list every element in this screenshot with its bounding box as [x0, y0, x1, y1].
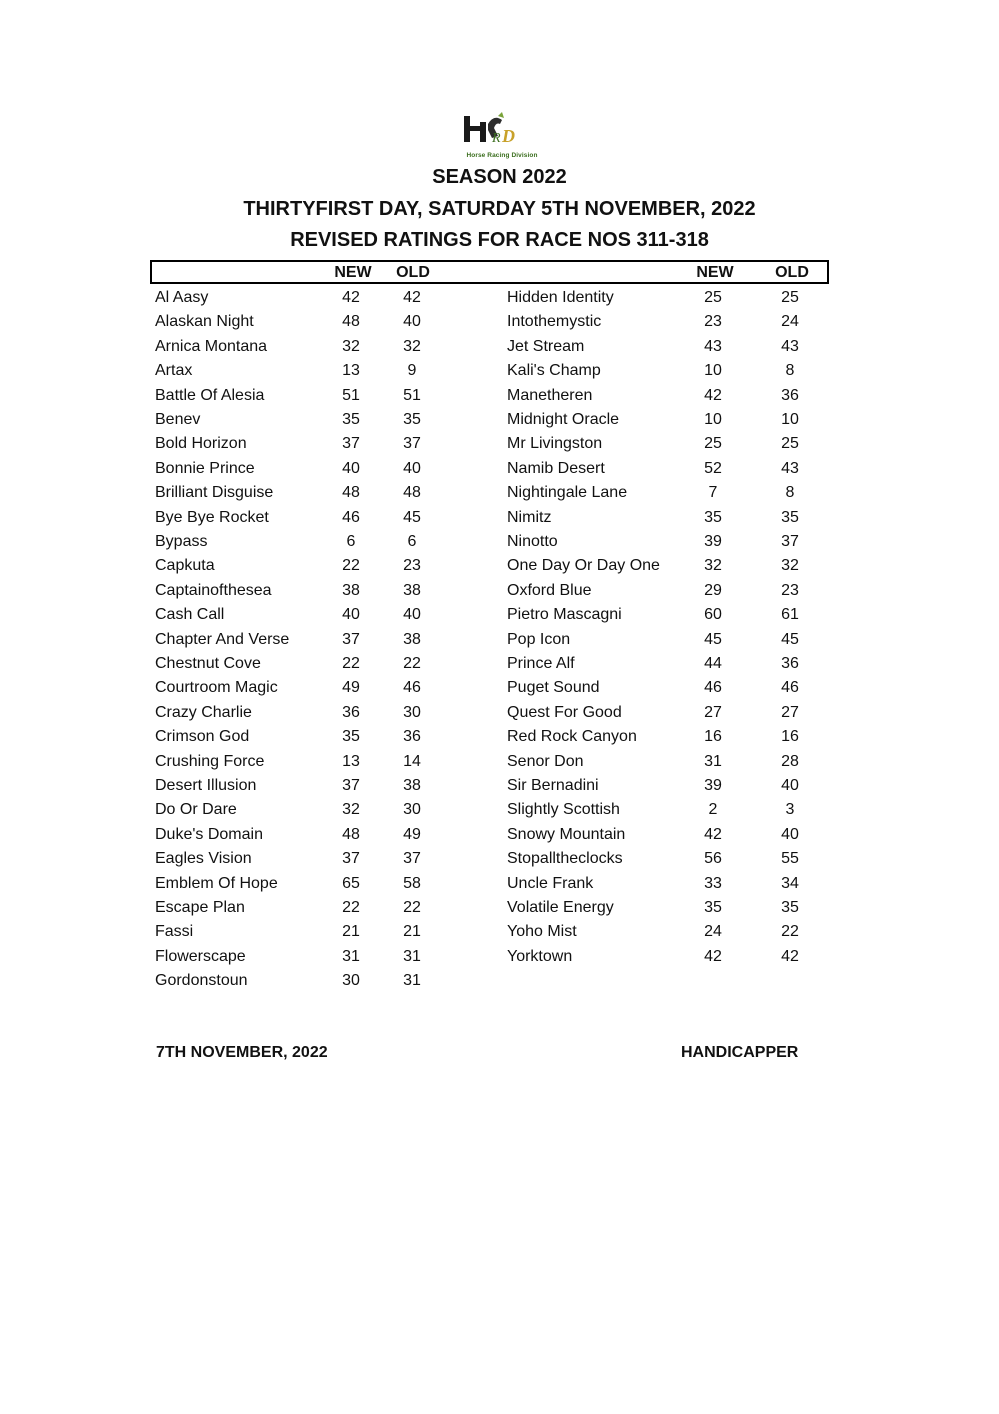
new-rating: 22 [342, 655, 360, 672]
svg-text:D: D [502, 126, 515, 146]
horse-name: Artax [155, 362, 193, 380]
horse-name: Puget Sound [507, 679, 600, 697]
rating-row [507, 920, 847, 944]
new-rating: 2 [708, 801, 718, 819]
column-header-box [150, 260, 829, 284]
rating-row [155, 506, 495, 530]
old-rating: 25 [781, 435, 799, 453]
rating-row [155, 701, 495, 725]
rating-row [507, 359, 847, 383]
horse-name: Cash Call [155, 606, 225, 624]
old-rating: 46 [781, 679, 799, 697]
rating-row [155, 432, 495, 456]
rating-row [155, 798, 495, 822]
horse-name: Desert Illusion [155, 777, 257, 794]
rating-row [155, 774, 495, 798]
new-rating: 37 [342, 630, 360, 648]
rating-row [507, 408, 847, 432]
horse-name: Crimson God [155, 728, 250, 746]
new-rating: 32 [342, 337, 360, 355]
horse-name: Uncle Frank [507, 874, 594, 892]
new-rating: 60 [704, 606, 722, 624]
old-rating: 22 [403, 899, 421, 916]
horse-name: Duke's Domain [155, 825, 263, 843]
rating-row [507, 506, 847, 530]
rating-row [507, 603, 847, 627]
day-title: THIRTYFIRST DAY, SATURDAY 5TH NOVEMBER, 2022 [243, 198, 756, 220]
rating-row [155, 286, 495, 310]
rating-row [155, 530, 495, 554]
new-rating: 48 [342, 313, 360, 331]
new-rating: 37 [342, 777, 360, 794]
new-rating: 51 [342, 386, 360, 404]
old-rating: 35 [403, 411, 421, 428]
rating-row [155, 847, 495, 871]
rating-row [507, 872, 847, 896]
rating-row [155, 457, 495, 481]
horse-name: Bold Horizon [155, 435, 247, 453]
new-rating: 40 [342, 606, 360, 624]
left-new-header: NEW [334, 264, 372, 281]
rating-row [155, 481, 495, 505]
horse-name: Prince Alf [507, 655, 575, 672]
left-old-header: OLD [396, 264, 430, 281]
footer-signature: HANDICAPPER [681, 1044, 799, 1061]
horse-name: Al Aasy [155, 289, 209, 306]
horse-name: Arnica Montana [155, 337, 268, 355]
new-rating: 48 [342, 484, 360, 502]
new-rating: 30 [342, 972, 360, 990]
old-rating: 51 [403, 386, 421, 404]
logo-caption: Horse Racing Division [466, 152, 538, 159]
horse-name: Pietro Mascagni [507, 606, 622, 624]
horse-name: Volatile Energy [507, 899, 614, 916]
rating-row [155, 750, 495, 774]
new-rating: 45 [704, 630, 722, 648]
horse-name: Stopalltheclocks [507, 850, 623, 868]
horse-name: Bypass [155, 533, 208, 550]
rating-row [155, 920, 495, 944]
rating-row [155, 335, 495, 359]
old-rating: 42 [781, 947, 799, 965]
new-rating: 6 [346, 533, 356, 550]
rating-row [507, 896, 847, 920]
old-rating: 9 [407, 362, 417, 380]
horse-logo-icon [458, 112, 546, 152]
horse-name: Alaskan Night [155, 313, 254, 331]
old-rating: 10 [781, 411, 799, 428]
old-rating: 42 [403, 289, 421, 306]
old-rating: 45 [403, 508, 421, 526]
rating-row [507, 774, 847, 798]
right-old-header: OLD [775, 264, 809, 281]
rating-row [507, 310, 847, 334]
old-rating: 40 [403, 313, 421, 331]
new-rating: 10 [704, 362, 722, 380]
rating-row [507, 628, 847, 652]
new-rating: 52 [704, 459, 722, 477]
svg-text:R: R [492, 131, 501, 146]
old-rating: 38 [403, 630, 421, 648]
old-rating: 23 [781, 581, 799, 599]
new-rating: 46 [704, 679, 722, 697]
horse-name: Namib Desert [507, 459, 605, 477]
new-rating: 56 [704, 850, 722, 868]
new-rating: 22 [342, 557, 360, 575]
rating-row [155, 725, 495, 749]
old-rating: 25 [781, 289, 799, 306]
old-rating: 21 [403, 923, 421, 941]
rating-row [155, 945, 495, 969]
new-rating: 42 [704, 947, 722, 965]
old-rating: 28 [781, 752, 799, 770]
horse-name: Chapter And Verse [155, 630, 290, 648]
old-rating: 37 [403, 435, 421, 453]
old-rating: 46 [403, 679, 421, 697]
old-rating: 31 [403, 947, 421, 965]
new-rating: 13 [342, 362, 360, 380]
old-rating: 49 [403, 825, 421, 843]
horse-name: Pop Icon [507, 630, 571, 648]
old-rating: 48 [403, 484, 421, 502]
old-rating: 27 [781, 703, 799, 721]
horse-name: Crushing Force [155, 752, 265, 770]
rating-row [155, 384, 495, 408]
rating-row [155, 628, 495, 652]
new-rating: 25 [704, 435, 722, 453]
new-rating: 39 [704, 533, 722, 550]
new-rating: 35 [342, 411, 360, 428]
old-rating: 16 [781, 728, 799, 746]
new-rating: 10 [704, 411, 722, 428]
old-rating: 34 [781, 874, 799, 892]
horse-name: Nightingale Lane [507, 484, 628, 502]
rating-row [507, 286, 847, 310]
horse-name: Nimitz [507, 508, 552, 526]
old-rating: 37 [781, 533, 799, 550]
old-rating: 37 [403, 850, 421, 868]
old-rating: 23 [403, 557, 421, 575]
old-rating: 43 [781, 337, 799, 355]
rating-row [507, 701, 847, 725]
horse-name: Manetheren [507, 386, 593, 404]
horse-name: Capkuta [155, 557, 215, 575]
right-new-header: NEW [696, 264, 734, 281]
old-rating: 36 [781, 655, 799, 672]
horse-name: Kali's Champ [507, 362, 601, 380]
new-rating: 42 [704, 825, 722, 843]
old-rating: 8 [785, 362, 795, 380]
old-rating: 24 [781, 313, 799, 331]
season-title: SEASON 2022 [432, 166, 567, 188]
rating-row [155, 408, 495, 432]
horse-name: Flowerscape [155, 947, 246, 965]
new-rating: 35 [704, 899, 722, 916]
horse-name: Oxford Blue [507, 581, 592, 599]
rating-row [507, 554, 847, 578]
rating-row [507, 432, 847, 456]
horse-name: Yoho Mist [507, 923, 577, 941]
new-rating: 32 [704, 557, 722, 575]
old-rating: 32 [403, 337, 421, 355]
new-rating: 31 [342, 947, 360, 965]
new-rating: 39 [704, 777, 722, 794]
new-rating: 21 [342, 923, 360, 941]
new-rating: 27 [704, 703, 722, 721]
horse-name: Crazy Charlie [155, 703, 252, 721]
horse-name: Senor Don [507, 752, 584, 770]
rating-row [155, 676, 495, 700]
horse-name: Midnight Oracle [507, 411, 620, 428]
rating-row [507, 750, 847, 774]
new-rating: 42 [342, 289, 360, 306]
old-rating: 43 [781, 459, 799, 477]
old-rating: 45 [781, 630, 799, 648]
horse-name: Benev [155, 411, 201, 428]
new-rating: 35 [704, 508, 722, 526]
new-rating: 38 [342, 581, 360, 599]
old-rating: 40 [781, 777, 799, 794]
rating-row [155, 603, 495, 627]
horse-name: Bonnie Prince [155, 459, 255, 477]
horse-name: Hidden Identity [507, 289, 614, 306]
footer-date: 7TH NOVEMBER, 2022 [156, 1044, 328, 1061]
new-rating: 33 [704, 874, 722, 892]
rating-row [507, 579, 847, 603]
horse-name: Fassi [155, 923, 194, 941]
rating-row [507, 676, 847, 700]
rating-row [155, 579, 495, 603]
horse-name: Bye Bye Rocket [155, 508, 269, 526]
new-rating: 65 [342, 874, 360, 892]
rating-row [507, 530, 847, 554]
rating-row [155, 359, 495, 383]
new-rating: 24 [704, 923, 722, 941]
old-rating: 6 [407, 533, 417, 550]
new-rating: 25 [704, 289, 722, 306]
horse-name: Red Rock Canyon [507, 728, 637, 746]
old-rating: 40 [781, 825, 799, 843]
old-rating: 32 [781, 557, 799, 575]
horse-name: Brilliant Disguise [155, 484, 274, 502]
rating-row [155, 554, 495, 578]
rating-row [155, 310, 495, 334]
new-rating: 7 [708, 484, 718, 502]
horse-name: Quest For Good [507, 703, 622, 721]
rating-row [507, 457, 847, 481]
new-rating: 42 [704, 386, 722, 404]
new-rating: 44 [704, 655, 722, 672]
old-rating: 35 [781, 899, 799, 916]
horse-name: Gordonstoun [155, 972, 248, 990]
rating-row [507, 847, 847, 871]
old-rating: 55 [781, 850, 799, 868]
old-rating: 36 [403, 728, 421, 746]
rating-row [507, 481, 847, 505]
old-rating: 35 [781, 508, 799, 526]
new-rating: 29 [704, 581, 722, 599]
new-rating: 48 [342, 825, 360, 843]
horse-name: Emblem Of Hope [155, 874, 278, 892]
horse-name: Escape Plan [155, 899, 245, 916]
rating-row [507, 798, 847, 822]
new-rating: 37 [342, 435, 360, 453]
new-rating: 35 [342, 728, 360, 746]
old-rating: 40 [403, 606, 421, 624]
old-rating: 22 [781, 923, 799, 941]
horse-name: Jet Stream [507, 337, 585, 355]
new-rating: 13 [342, 752, 360, 770]
horse-name: Do Or Dare [155, 801, 237, 819]
new-rating: 23 [704, 313, 722, 331]
old-rating: 22 [403, 655, 421, 672]
old-rating: 3 [785, 801, 795, 819]
rating-row [507, 725, 847, 749]
new-rating: 32 [342, 801, 360, 819]
new-rating: 22 [342, 899, 360, 916]
horse-name: Chestnut Cove [155, 655, 261, 672]
old-rating: 31 [403, 972, 421, 990]
rating-row [507, 384, 847, 408]
new-rating: 37 [342, 850, 360, 868]
rating-row [507, 945, 847, 969]
rating-row [507, 335, 847, 359]
rating-row [507, 652, 847, 676]
rating-row [155, 872, 495, 896]
old-rating: 40 [403, 459, 421, 477]
old-rating: 38 [403, 777, 421, 794]
horse-name: Eagles Vision [155, 850, 252, 868]
horse-name: Snowy Mountain [507, 825, 626, 843]
horse-name: Slightly Scottish [507, 801, 620, 819]
horse-name: One Day Or Day One [507, 557, 660, 575]
horse-name: Intothemystic [507, 313, 602, 331]
old-rating: 8 [785, 484, 795, 502]
horse-name: Battle Of Alesia [155, 386, 265, 404]
horse-name: Courtroom Magic [155, 679, 278, 697]
rating-row [155, 823, 495, 847]
old-rating: 14 [403, 752, 421, 770]
revised-title: REVISED RATINGS FOR RACE NOS 311-318 [290, 229, 709, 251]
old-rating: 30 [403, 801, 421, 819]
old-rating: 36 [781, 386, 799, 404]
rating-row [155, 652, 495, 676]
new-rating: 43 [704, 337, 722, 355]
old-rating: 58 [403, 874, 421, 892]
horse-name: Yorktown [507, 947, 573, 965]
old-rating: 38 [403, 581, 421, 599]
horse-name: Mr Livingston [507, 435, 603, 453]
rating-row [155, 969, 495, 993]
horse-name: Ninotto [507, 533, 558, 550]
new-rating: 40 [342, 459, 360, 477]
new-rating: 31 [704, 752, 722, 770]
new-rating: 16 [704, 728, 722, 746]
rating-row [155, 896, 495, 920]
rating-row [507, 823, 847, 847]
new-rating: 36 [342, 703, 360, 721]
old-rating: 61 [781, 606, 799, 624]
old-rating: 30 [403, 703, 421, 721]
horse-name: Sir Bernadini [507, 777, 599, 794]
hrd-logo [458, 112, 546, 162]
new-rating: 49 [342, 679, 360, 697]
horse-name: Captainofthesea [155, 581, 272, 599]
new-rating: 46 [342, 508, 360, 526]
